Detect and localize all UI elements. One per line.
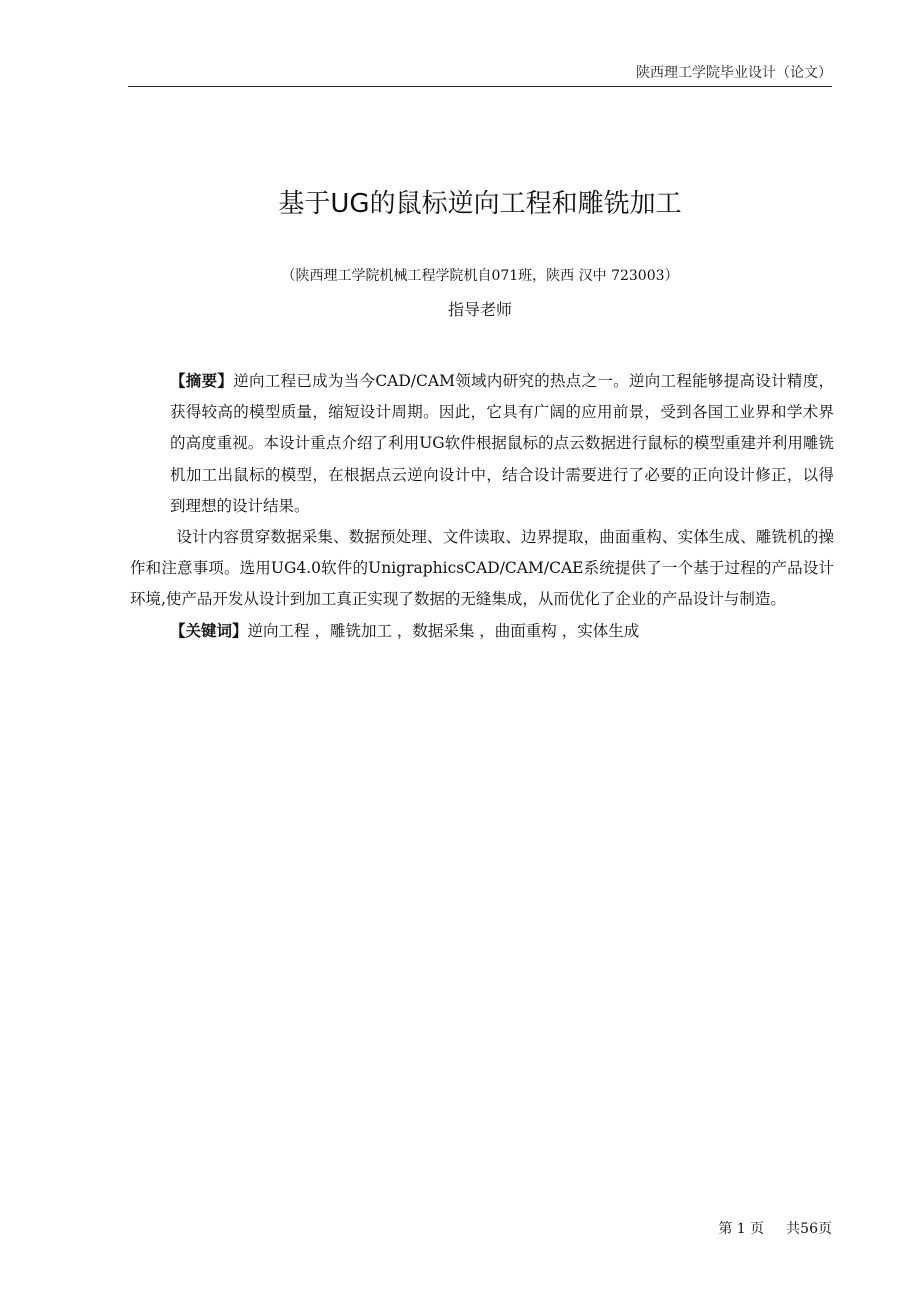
abstract-label: 【摘要】 — [170, 372, 234, 390]
author-affiliation: （陕西理工学院机械工程学院机自071班，陕西 汉中 723003） — [281, 268, 679, 284]
header-divider — [128, 86, 832, 87]
abstract-text-1: 逆向工程已成为当今CAD/CAM领域内研究的热点之一。逆向工程能够提高设计精度，获得较高的模型质量，缩短设计周期。因此，它具有广阔的应用前景，受到各国工业界和学术界的高度重视。本设计重点介绍了利用UG软件根据鼠标的点云数据进行鼠标的模型重建并利用雕铣机加工出鼠标的模型，在根据点云逆向设计中，结合设计需要进行了必要的正向设计修正，以得到理想的设计结果。 — [170, 372, 834, 515]
abstract-section — [130, 366, 834, 647]
keywords-line — [130, 616, 834, 647]
abstract-paragraph-1 — [130, 366, 834, 522]
advisor-label: 指导老师 — [447, 300, 512, 319]
paper-title: 基于UG的鼠标逆向工程和雕铣加工 — [278, 189, 682, 219]
keywords-label: 【关键词】 — [170, 621, 248, 640]
running-header: 陕西理工学院毕业设计（论文） — [636, 65, 832, 81]
page-number: 第 1 页 — [718, 1221, 765, 1237]
page-footer — [718, 1218, 832, 1238]
abstract-paragraph-2: 设计内容贯穿数据采集、数据预处理、文件读取、边界提取，曲面重构、实体生成、雕铣机的操作和注意事项。选用UG4.0软件的UnigraphicsCAD/CAM/CAE系统提供了一个基于过程的产品设计环境,使产品开发从设计到加工真正实现了数据的无缝集成，从而优化了企业的产品设计与制造。 — [130, 528, 834, 609]
total-pages: 共56页 — [786, 1221, 832, 1237]
keywords-text: 逆向工程 ，雕铣加工 ，数据采集 ，曲面重构 ，实体生成 — [247, 621, 640, 640]
